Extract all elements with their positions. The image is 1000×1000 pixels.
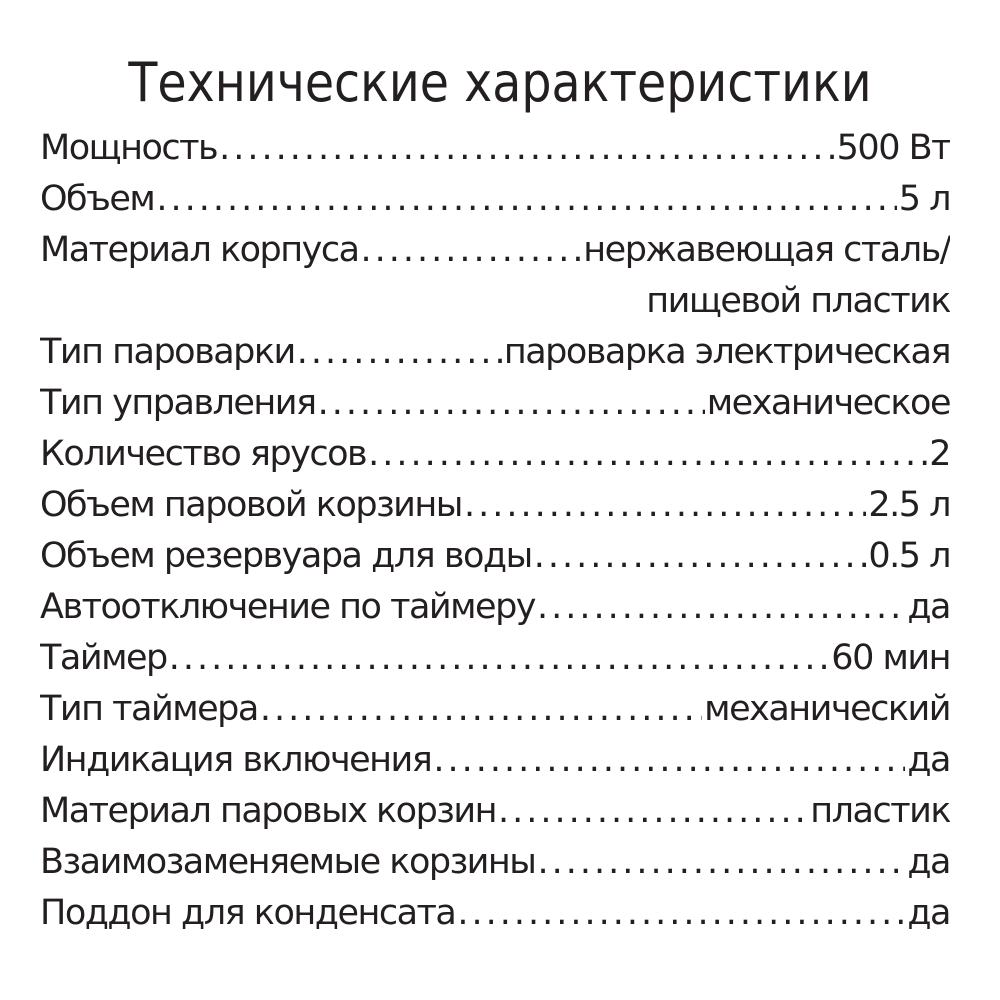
dot-leader bbox=[368, 429, 927, 480]
spec-label: Объем bbox=[40, 179, 155, 219]
spec-value: 2 bbox=[929, 434, 950, 474]
spec-value: да bbox=[907, 842, 950, 882]
spec-row-tiers bbox=[40, 429, 950, 480]
spec-row-condensate-tray bbox=[40, 888, 950, 939]
dot-leader bbox=[169, 633, 830, 684]
dot-leader bbox=[260, 684, 702, 735]
spec-row-power bbox=[40, 123, 950, 174]
spec-value: 5 л bbox=[898, 179, 950, 219]
spec-value: механическое bbox=[706, 383, 950, 423]
dot-leader bbox=[318, 378, 705, 429]
spec-value: пищевой пластик bbox=[646, 281, 950, 321]
spec-value: да bbox=[907, 740, 950, 780]
spec-value: механический bbox=[704, 689, 950, 729]
spec-label: Мощность bbox=[40, 128, 218, 168]
spec-label: Таймер bbox=[40, 638, 167, 678]
dot-leader bbox=[457, 888, 905, 939]
dot-leader bbox=[537, 582, 905, 633]
spec-row-body-material-continued bbox=[40, 276, 950, 327]
dot-leader bbox=[219, 123, 835, 174]
spec-row-reservoir-volume bbox=[40, 531, 950, 582]
dot-leader bbox=[156, 174, 896, 225]
spec-label: Тип таймера bbox=[40, 689, 258, 729]
spec-label: Автоотключение по таймеру bbox=[40, 587, 536, 627]
spec-value: пластик bbox=[810, 791, 950, 831]
spec-label: Взаимозаменяемые корзины bbox=[40, 842, 536, 882]
spec-value: 0.5 л bbox=[868, 536, 950, 576]
spec-row-control-type bbox=[40, 378, 950, 429]
spec-value: 500 Вт bbox=[836, 128, 950, 168]
spec-row-auto-off bbox=[40, 582, 950, 633]
spec-label: Количество ярусов bbox=[40, 434, 367, 474]
spec-row-volume bbox=[40, 174, 950, 225]
spec-row-timer bbox=[40, 633, 950, 684]
dot-leader bbox=[433, 735, 905, 786]
spec-label: Индикация включения bbox=[40, 740, 432, 780]
dot-leader bbox=[361, 225, 582, 276]
dot-leader bbox=[534, 531, 867, 582]
spec-label: Тип пароварки bbox=[40, 332, 295, 372]
dot-leader bbox=[537, 837, 905, 888]
dot-leader bbox=[297, 327, 502, 378]
dot-leader bbox=[498, 786, 808, 837]
spec-row-basket-volume bbox=[40, 480, 950, 531]
spec-value: да bbox=[907, 587, 950, 627]
page-title: Технические характеристики bbox=[128, 51, 872, 114]
spec-row-power-indicator bbox=[40, 735, 950, 786]
spec-label: Материал корпуса bbox=[40, 230, 359, 270]
spec-list bbox=[40, 123, 950, 939]
spec-label: Материал паровых корзин bbox=[40, 791, 497, 831]
spec-value: да bbox=[907, 893, 950, 933]
spec-label: Тип управления bbox=[40, 383, 316, 423]
spec-label: Объем резервуара для воды bbox=[40, 536, 532, 576]
spec-value: 2.5 л bbox=[868, 485, 950, 525]
spec-label: Поддон для конденсата bbox=[40, 893, 456, 933]
spec-row-timer-type bbox=[40, 684, 950, 735]
spec-row-interchangeable-baskets bbox=[40, 837, 950, 888]
spec-value: нержавеющая сталь/ bbox=[583, 230, 950, 270]
spec-row-body-material bbox=[40, 225, 950, 276]
dot-leader bbox=[464, 480, 866, 531]
spec-label: Объем паровой корзины bbox=[40, 485, 462, 525]
spec-value: 60 мин bbox=[831, 638, 950, 678]
spec-row-basket-material bbox=[40, 786, 950, 837]
spec-value: пароварка электрическая bbox=[503, 332, 950, 372]
spec-row-steamer-type bbox=[40, 327, 950, 378]
